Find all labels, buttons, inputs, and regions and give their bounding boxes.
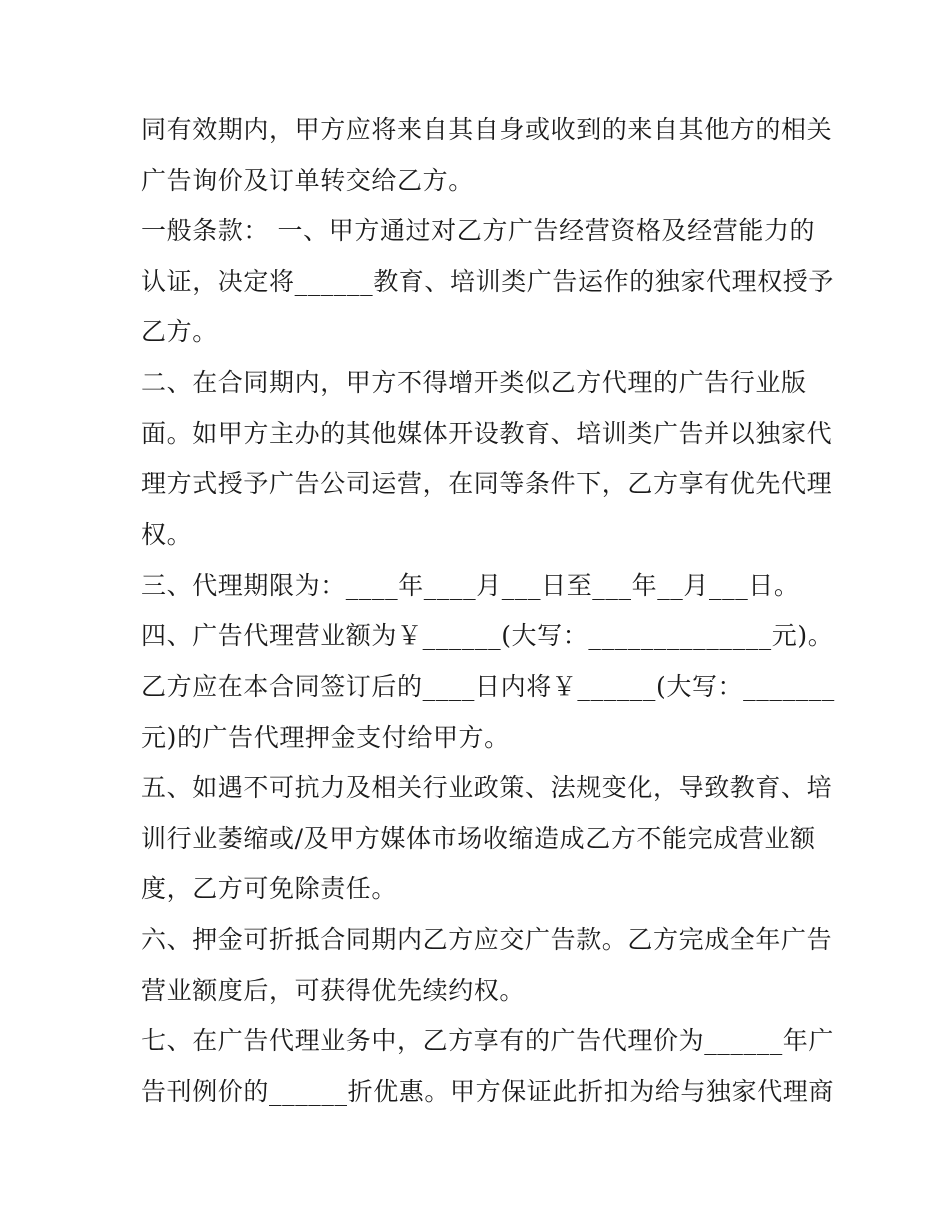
text-line: 三、代理期限为：____年____月___日至___年__月___日。	[141, 571, 800, 600]
text-line: 认证，决定将______教育、培训类广告运作的独家代理权授予	[141, 267, 835, 296]
text-line: 度，乙方可免除责任。	[141, 874, 398, 903]
text-line: 同有效期内，甲方应将来自其自身或收到的来自其他方的相关	[141, 115, 833, 144]
text-line: 乙方应在本合同签订后的____日内将￥______(大写：_______	[141, 672, 835, 701]
text-line: 理方式授予广告公司运营，在同等条件下，乙方享有优先代理	[141, 469, 833, 498]
text-line: 权。	[141, 520, 193, 549]
text-line: 五、如遇不可抗力及相关行业政策、法规变化，导致教育、培	[141, 773, 833, 802]
text-line: 六、押金可折抵合同期内乙方应交广告款。乙方完成全年广告	[141, 925, 833, 954]
text-line: 四、广告代理营业额为￥______(大写：______________元)。	[141, 621, 834, 650]
text-line: 二、在合同期内，甲方不得增开类似乙方代理的广告行业版	[141, 368, 807, 397]
text-line: 营业额度后，可获得优先续约权。	[141, 976, 526, 1005]
text-line: 七、在广告代理业务中，乙方享有的广告代理价为______年广	[141, 1026, 835, 1055]
text-line: 元)的广告代理押金支付给甲方。	[141, 723, 510, 752]
text-line: 告刊例价的______折优惠。甲方保证此折扣为给与独家代理商	[141, 1077, 835, 1106]
text-line: 广告询价及订单转交给乙方。	[141, 166, 474, 195]
text-line: 乙方。	[141, 317, 218, 346]
text-line: 训行业萎缩或/及甲方媒体市场收缩造成乙方不能完成营业额	[141, 824, 816, 853]
text-line: 一般条款： 一、甲方通过对乙方广告经营资格及经营能力的	[141, 216, 816, 245]
text-line: 面。如甲方主办的其他媒体开设教育、培训类广告并以独家代	[141, 419, 833, 448]
